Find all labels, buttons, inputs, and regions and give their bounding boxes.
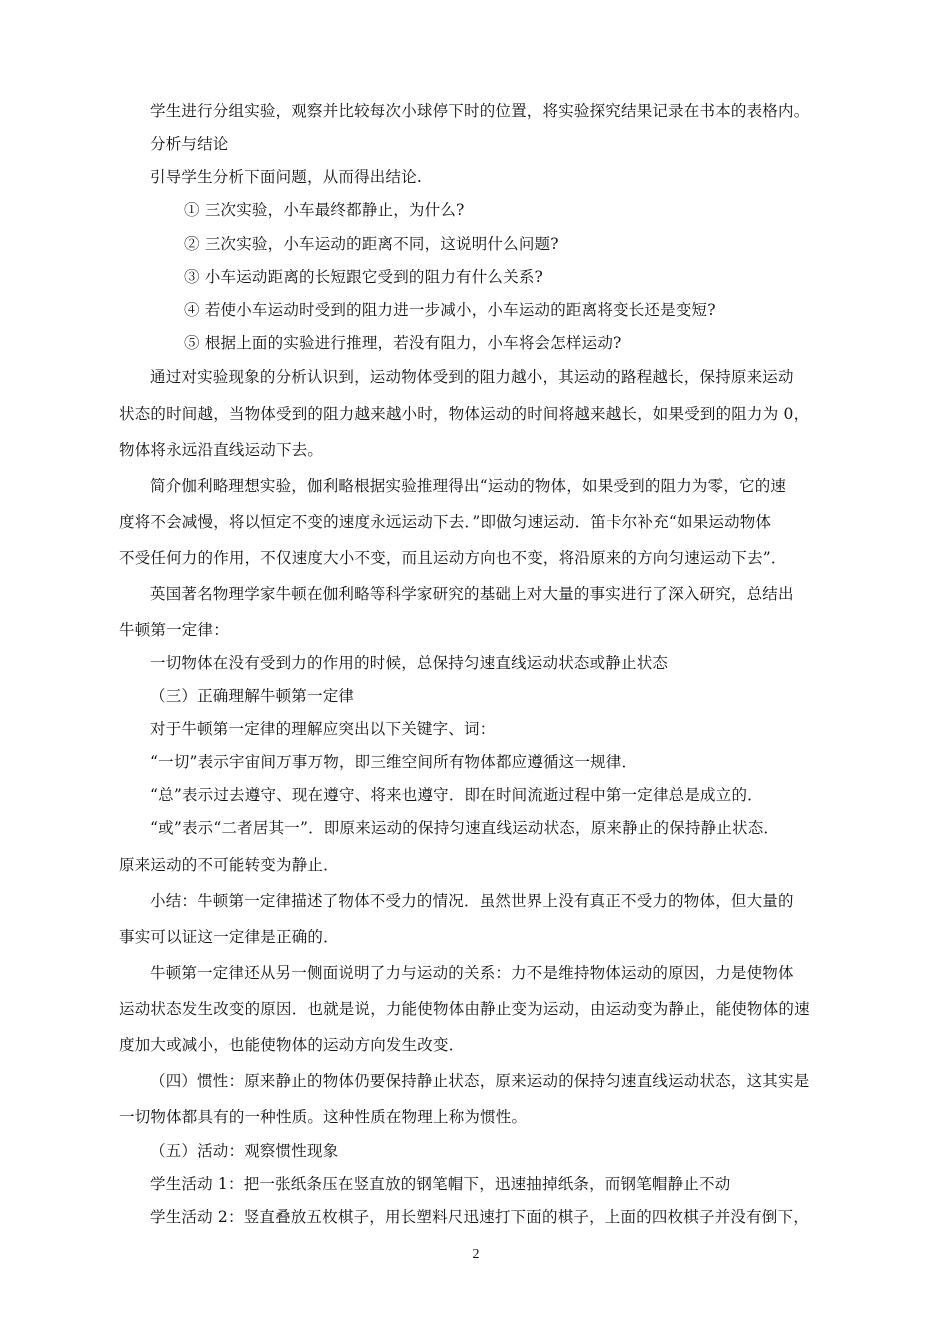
question-item: ① 三次实验，小车最终都静止，为什么? (184, 201, 465, 219)
text-line: 分析与结论 (150, 135, 229, 153)
page-number: 2 (472, 1247, 480, 1262)
text-line: 度加大或减小，也能使物体的运动方向发生改变． (119, 1036, 465, 1054)
text-line: “一切”表示宇宙间万事万物，即三维空间所有物体都应遵循这一规律． (150, 753, 638, 771)
text-line: 学生进行分组实验，观察并比较每次小球停下时的位置，将实验探究结果记录在书本的表格内。 (150, 102, 810, 120)
text-line: 引导学生分析下面问题，从而得出结论. (150, 168, 423, 186)
text-line: 原来运动的不可能转变为静止． (119, 856, 339, 874)
text-line: “总”表示过去遵守、现在遵守、将来也遵守．即在时间流逝过程中第一定律总是成立的． (150, 786, 763, 804)
text-line: 通过对实验现象的分析认识到，运动物体受到的阻力越小，其运动的路程越长，保持原来运动 (150, 368, 794, 386)
question-item: ② 三次实验，小车运动的距离不同，这说明什么问题? (184, 235, 559, 253)
text-line: 简介伽利略理想实验，伽利略根据实验推理得出“运动的物体，如果受到的阻力为零，它的速 (150, 477, 787, 495)
text-line: 英国著名物理学家牛顿在伽利略等科学家研究的基础上对大量的事实进行了深入研究，总结出 (150, 585, 794, 603)
law-statement: 一切物体在没有受到力的作用的时候，总保持匀速直线运动状态或静止状态 (150, 654, 669, 672)
activity-item: 学生活动 2：竖直叠放五枚棋子，用长塑料尺迅速打下面的棋子，上面的四枚棋子并没有倒下， (150, 1208, 809, 1226)
question-item: ④ 若使小车运动时受到的阻力进一步减小，小车运动的距离将变长还是变短? (184, 301, 716, 319)
section-heading: （三）正确理解牛顿第一定律 (150, 687, 355, 705)
text-line: 牛顿第一定律： (119, 621, 229, 639)
text-line: 不受任何力的作用，不仅速度大小不变，而且运动方向也不变，将沿原来的方向匀速运动下去”． (119, 549, 787, 567)
text-line: 度将不会减慢，将以恒定不变的速度永远运动下去．”即做匀速运动．笛卡尔补充“如果运动物体 (119, 513, 772, 531)
question-item: ③ 小车运动距离的长短跟它受到的阻力有什么关系? (184, 268, 544, 286)
section-heading: （四）惯性：原来静止的物体仍要保持静止状态，原来运动的保持匀速直线运动状态，这其实是 (150, 1072, 810, 1090)
text-line: 牛顿第一定律还从另一侧面说明了力与运动的关系：力不是维持物体运动的原因，力是使物体 (150, 964, 794, 982)
text-line: 状态的时间越，当物体受到的阻力越来越小时，物体运动的时间将越来越长，如果受到的阻力为 0， (119, 405, 810, 423)
text-line: 小结：牛顿第一定律描述了物体不受力的情况．虽然世界上没有真正不受力的物体，但大量的 (150, 892, 794, 910)
text-line: 运动状态发生改变的原因．也就是说，力能使物体由静止变为运动，由运动变为静止，能使物体的速 (119, 1000, 810, 1018)
activity-item: 学生活动 1：把一张纸条压在竖直放的钢笔帽下，迅速抽掉纸条，而钢笔帽静止不动 (150, 1175, 731, 1193)
text-line: “或”表示“二者居其一”．即原来运动的保持匀速直线运动状态，原来静止的保持静止状态． (150, 819, 780, 837)
text-line: 一切物体都具有的一种性质。这种性质在物理上称为惯性。 (119, 1108, 528, 1126)
text-line: 事实可以证这一定律是正确的． (119, 928, 339, 946)
text-line: 对于牛顿第一定律的理解应突出以下关键字、词： (150, 720, 496, 738)
question-item: ⑤ 根据上面的实验进行推理，若没有阻力，小车将会怎样运动? (184, 334, 622, 352)
section-heading: （五）活动：观察惯性现象 (150, 1142, 339, 1160)
text-line: 物体将永远沿直线运动下去。 (119, 441, 324, 459)
